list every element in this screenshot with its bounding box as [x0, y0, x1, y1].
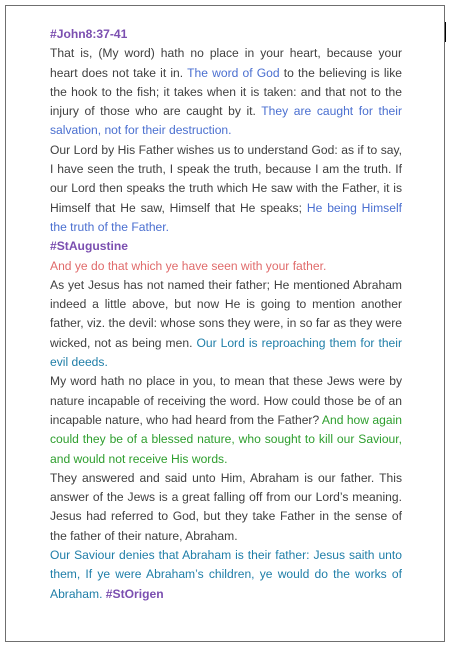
paragraph-1-text-c: to the believing is like the hook to the fish; it takes when it is taken: and that not to the injury of those who are caught by it.	[50, 65, 402, 119]
paragraph-7-text: Our Saviour denies that Abraham is their father: Jesus saith unto them, If ye were Abraham’s children, ye would do the works of Abraham.	[50, 548, 402, 601]
document-body[interactable]	[50, 25, 402, 604]
paragraph-7	[50, 546, 402, 604]
paragraph-4	[50, 276, 402, 372]
paragraph-4-text-a: As yet Jesus has not named their father; He mentioned Abraham indeed a little above, but now He is going to mention another father, viz. the devil: whose sons they were, in so far as they were wicked, not as being men.	[50, 277, 402, 350]
paragraph-1	[50, 44, 402, 140]
paragraph-6-text: They answered and said unto Him, Abraham is our father. This answer of the Jews is a great falling off from our Lord’s meaning. Jesus had referred to God, but they take Father in the sense of the father of their nature, Abraham.	[50, 470, 402, 543]
paragraph-2-text-a: Our Lord by His Father wishes us to understand God: as if to say, I have seen the truth, I speak the truth, because I am the truth. If our Lord then speaks the truth which He saw with the Father, it is Himself that He saw, Himself that He speaks;	[50, 142, 402, 215]
paragraph-3	[50, 257, 402, 276]
text-cursor	[445, 22, 446, 42]
hashtag-staugustine: #StAugustine	[50, 239, 128, 254]
paragraph-5-text-a: My word hath no place in you, to mean that these Jews were by nature incapable of receiving the word. How could those be of an incapable nature, who had heard from the Father?	[50, 374, 402, 427]
hashtag-storigen: #StOrigen	[105, 586, 164, 601]
hashtag-john: #John8:37-41	[50, 27, 128, 41]
tag-line	[50, 25, 402, 44]
paragraph-2-text-b: He being Himself the truth of the Father.	[50, 200, 402, 234]
paragraph-1-text-d: They are caught for their salvation, not for their destruction.	[50, 104, 403, 138]
paragraph-1-text-a: That is, (My word) hath no place in your heart, because your heart does not take it in.	[50, 46, 402, 80]
paragraph-3-text: And ye do that which ye have seen with your father.	[50, 258, 327, 273]
paragraph-6	[50, 469, 402, 546]
paragraph-5	[50, 372, 402, 468]
paragraph-2	[50, 141, 402, 237]
paragraph-4-text-b: Our Lord is reproaching them for their evil deeds.	[50, 335, 402, 370]
paragraph-5-text-b: And how again could they be of a blessed nature, who sought to kill our Saviour, and would not receive His words.	[50, 412, 402, 466]
tag-line	[50, 237, 402, 256]
paragraph-1-text-b: The word of God	[187, 65, 280, 80]
